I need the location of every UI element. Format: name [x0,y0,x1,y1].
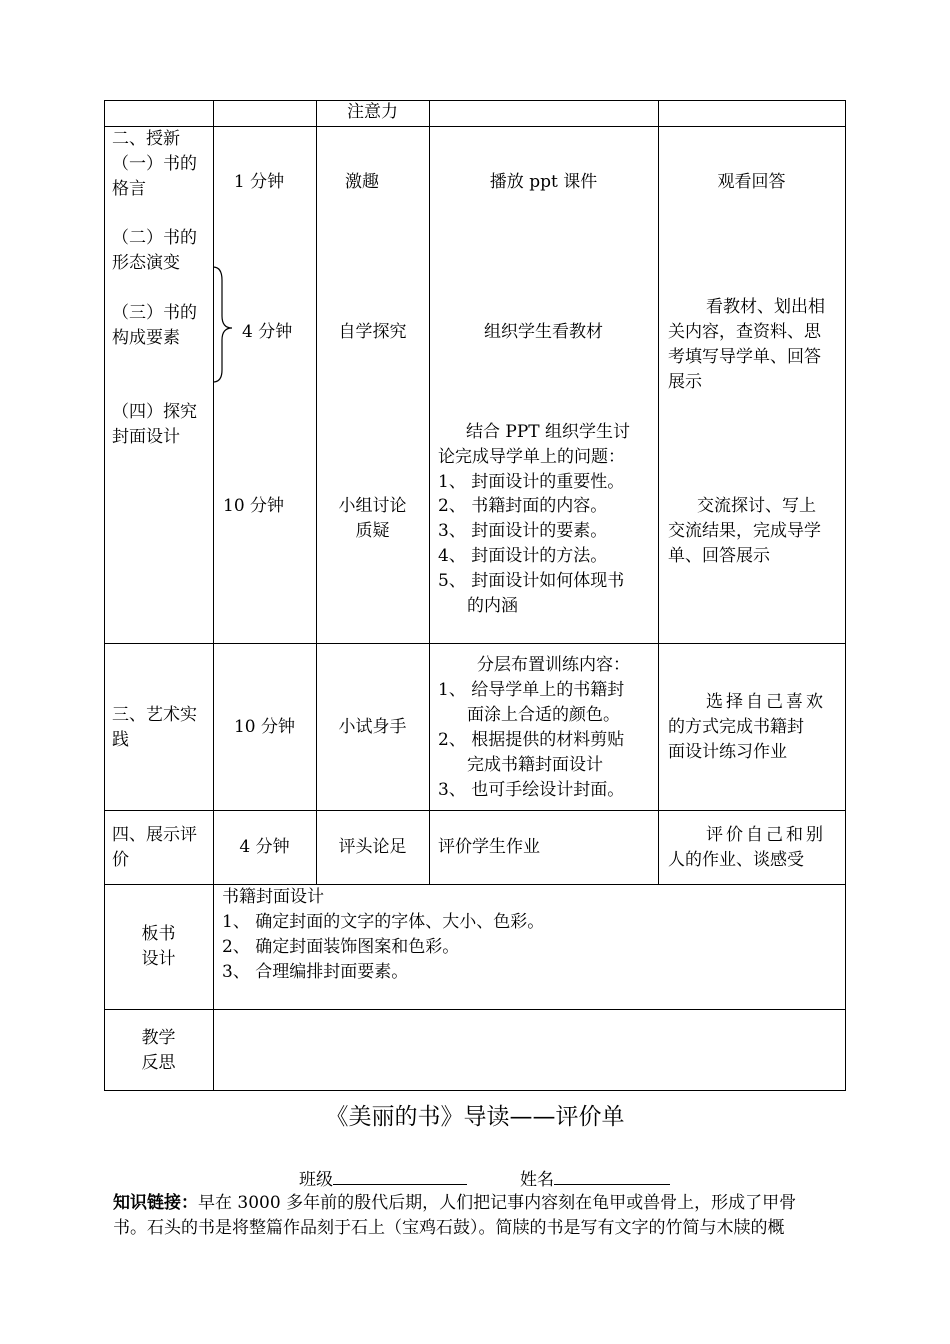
knowledge-line-1: 知识链接：早在 3000 多年前的殷代后期，人们把记事内容刻在龟甲或兽骨上，形成了甲骨 [113,1193,797,1213]
name-label: 姓名 [520,1170,554,1190]
time-row1: 1 分钟 [233,172,285,192]
activity-section4: 评头论足 [338,837,407,857]
attention-cell: 注意力 [347,102,398,122]
teacher-row1: 播放 ppt 课件 [489,172,598,192]
reflection-content[interactable] [214,1010,845,1090]
knowledge-line-2: 书。石头的书是将整篇作品刻于石上（宝鸡石鼓）。简牍的书是写有文字的竹简与木牍的概 [113,1218,785,1238]
time-row2: 4 分钟 [242,322,293,342]
curly-brace-icon [210,266,240,384]
time-row3: 10 分钟 [223,496,285,516]
class-label: 班级 [299,1170,333,1190]
activity-row1: 激趣 [345,172,379,192]
page-title: 《美丽的书》导读——评价单 [325,1104,625,1130]
teacher-row2: 组织学生看教材 [484,322,603,342]
name-field[interactable] [520,1166,670,1193]
student-row1: 观看回答 [717,172,786,192]
class-field[interactable] [299,1166,467,1193]
name-input-line[interactable] [554,1166,670,1185]
knowledge-label: 知识链接： [113,1193,198,1213]
time-section3: 10 分钟 [233,717,296,737]
teacher-section4: 评价学生作业 [438,837,540,857]
time-section4: 4 分钟 [239,837,290,857]
activity-section3: 小试身手 [338,717,407,737]
activity-row2: 自学探究 [338,322,407,342]
class-input-line[interactable] [333,1166,467,1185]
